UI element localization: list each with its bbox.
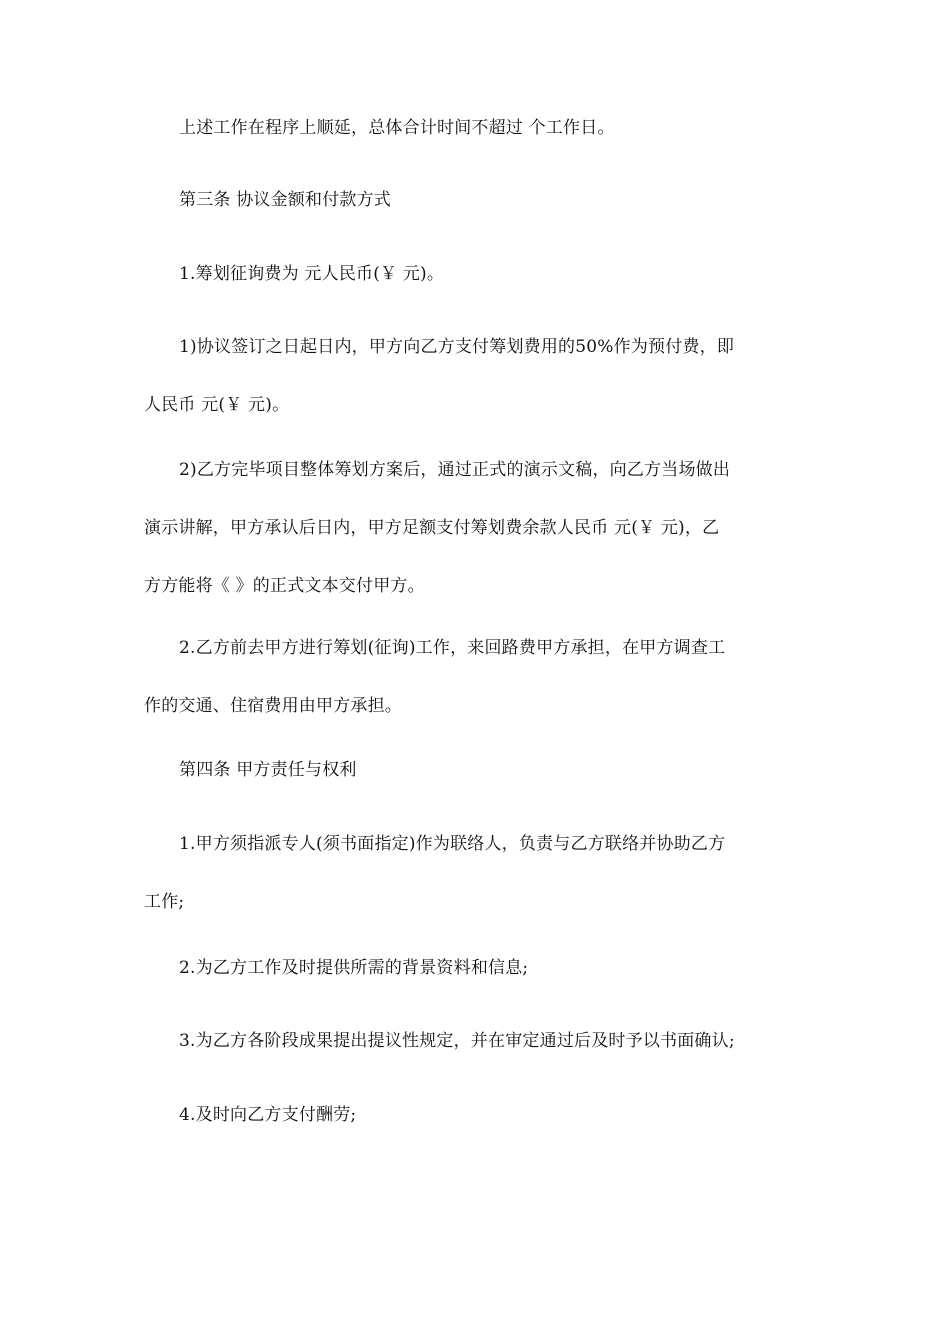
paragraph-line: 人民币 元(￥ 元)。 xyxy=(144,395,290,415)
paragraph-line: 方方能将《 》的正式文本交付甲方。 xyxy=(144,576,425,596)
paragraph-prepayment xyxy=(144,318,808,434)
heading-article-four xyxy=(144,741,808,799)
paragraph-final-payment xyxy=(144,441,808,615)
paragraph-confirmation xyxy=(144,1012,808,1070)
paragraph-travel-costs xyxy=(144,619,808,735)
paragraph-line: 第三条 协议金额和付款方式 xyxy=(179,190,392,210)
paragraph-line: 作的交通、住宿费用由甲方承担。 xyxy=(144,696,402,716)
paragraph-line: 2.乙方前去甲方进行筹划(征询)工作，来回路费甲方承担，在甲方调查工 xyxy=(179,638,726,658)
paragraph-line: 2)乙方完毕项目整体筹划方案后，通过正式的演示文稿，向乙方当场做出 xyxy=(179,460,731,480)
paragraph-remuneration xyxy=(144,1086,808,1144)
paragraph-line: 3.为乙方各阶段成果提出提议性规定，并在审定通过后及时予以书面确认; xyxy=(179,1031,735,1051)
paragraph-line: 2.为乙方工作及时提供所需的背景资料和信息; xyxy=(179,958,529,978)
paragraph-line: 1.筹划征询费为 元人民币(￥ 元)。 xyxy=(179,264,445,284)
paragraph-background-info xyxy=(144,939,808,997)
paragraph-line: 4.及时向乙方支付酬劳; xyxy=(179,1105,357,1125)
paragraph-schedule-note xyxy=(144,99,808,157)
paragraph-line: 1)协议签订之日起日内，甲方向乙方支付筹划费用的50%作为预付费，即 xyxy=(179,337,735,357)
paragraph-liaison xyxy=(144,815,808,931)
paragraph-line: 演示讲解，甲方承认后日内，甲方足额支付筹划费余款人民币 元(￥ 元)，乙 xyxy=(144,518,720,538)
paragraph-line: 第四条 甲方责任与权利 xyxy=(179,760,357,780)
paragraph-line: 工作; xyxy=(144,892,185,912)
paragraph-fee-amount xyxy=(144,245,808,303)
heading-article-three xyxy=(144,171,808,229)
paragraph-line: 1.甲方须指派专人(须书面指定)作为联络人，负责与乙方联络并协助乙方 xyxy=(179,834,726,854)
paragraph-line: 上述工作在程序上顺延，总体合计时间不超过 个工作日。 xyxy=(179,118,615,138)
